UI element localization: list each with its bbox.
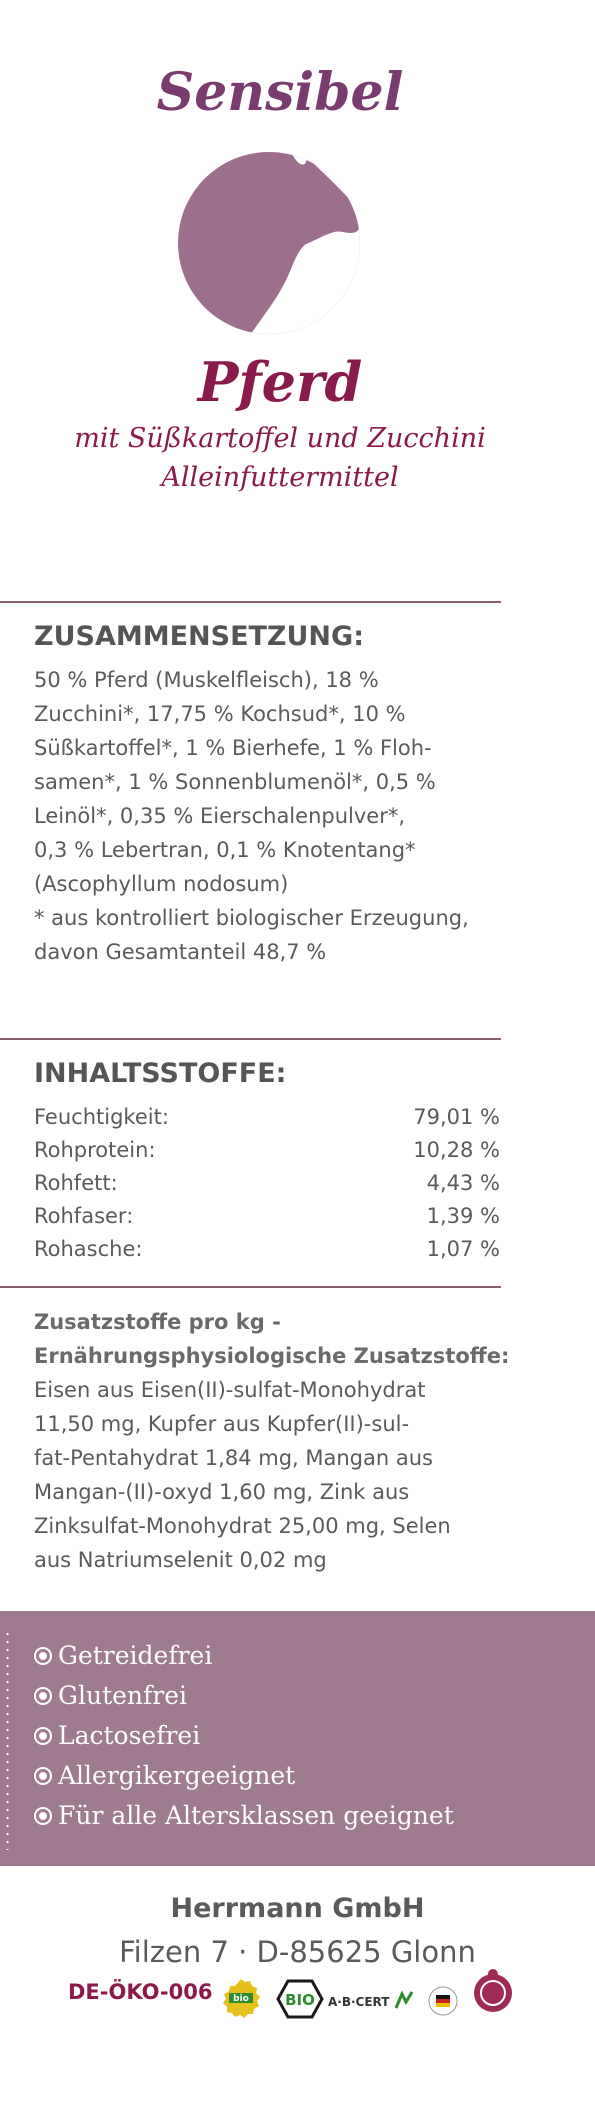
table-row [34,1134,500,1167]
radio-bullet-icon [34,1647,52,1665]
additives-title: Zusatzstoffe pro kg - [34,1310,281,1334]
eco-code: DE-ÖKO-006 [68,1980,213,2004]
product-subtitle: mit Süßkartoffel und Zucchini [74,423,486,454]
product-title: Pferd [197,350,363,414]
divider [0,1038,501,1040]
radio-bullet-icon [34,1727,52,1745]
feature-label: Lactosefrei [58,1721,201,1750]
nutrient-label: Rohfaser: [34,1204,134,1228]
feature-item [34,1761,295,1790]
composition-line: Zucchini*, 17,75 % Kochsud*, 10 % [34,702,406,726]
divider [0,601,501,603]
company-name: Herrmann GmbH [170,1893,425,1924]
additives-line: Zinksulfat-Monohydrat 25,00 mg, Selen [34,1514,451,1538]
nutrient-value: 79,01 % [413,1105,500,1129]
nutrient-label: Rohfett: [34,1171,118,1195]
nutrient-label: Rohprotein: [34,1138,156,1162]
contents-heading: INHALTSSTOFFE: [34,1058,287,1089]
feature-item [34,1721,200,1750]
additives-line: Mangan-(II)-oxyd 1,60 mg, Zink aus [34,1480,410,1504]
additives-line: aus Natriumselenit 0,02 mg [34,1548,327,1572]
dotted-edge [6,1630,9,1850]
nutrient-label: Feuchtigkeit: [34,1105,169,1129]
feature-label: Getreidefrei [58,1641,213,1670]
bio-seal-icon [220,1978,262,2020]
additives-line: Eisen aus Eisen(II)-sulfat-Monohydrat [34,1378,426,1402]
feature-label: Allergikergeeignet [58,1761,296,1790]
additives-block [34,1305,524,1577]
feature-item [34,1801,454,1830]
additives-line: fat-Pentahydrat 1,84 mg, Mangan aus [34,1446,433,1470]
brand-name: Sensibel [156,62,404,123]
radio-bullet-icon [34,1687,52,1705]
bio-hex-icon [276,1979,324,2019]
radio-bullet-icon [34,1807,52,1825]
composition-line: samen*, 1 % Sonnenblumenöl*, 0,5 % [34,770,436,794]
composition-line: Leinöl*, 0,35 % Eierschalenpulver*, [34,804,406,828]
table-row [34,1200,500,1233]
composition-heading: ZUSAMMENSETZUNG: [34,621,364,652]
company-address: Filzen 7 · D-85625 Glonn [119,1935,476,1969]
composition-line: 0,3 % Lebertran, 0,1 % Knotentang* [34,838,416,862]
composition-line: Süßkartoffel*, 1 % Bierhefe, 1 % Floh- [34,736,432,760]
product-type: Alleinfuttermittel [161,462,399,493]
quality-seal-icon [473,1968,513,2014]
table-row [34,1101,500,1134]
table-row [34,1167,500,1200]
composition-line: * aus kontrolliert biologischer Erzeugung, [34,906,469,930]
nutrient-value: 1,39 % [426,1204,500,1228]
composition-text [34,663,524,969]
feature-item [34,1641,212,1670]
additives-subtitle: Ernährungsphysiologische Zusatzstoffe: [34,1344,510,1368]
table-row [34,1233,500,1266]
nutrient-value: 1,07 % [426,1237,500,1261]
additives-line: 11,50 mg, Kupfer aus Kupfer(II)-sul- [34,1412,410,1436]
composition-line: 50 % Pferd (Muskelfleisch), 18 % [34,668,379,692]
composition-line: davon Gesamtanteil 48,7 % [34,940,327,964]
divider [0,1286,501,1288]
nutrient-value: 4,43 % [426,1171,500,1195]
abcert-icon [328,1988,414,2014]
radio-bullet-icon [34,1767,52,1785]
quality-seal-icon [428,1986,458,2016]
nutrient-label: Rohasche: [34,1237,143,1261]
bio-hex-text: BIO [285,1991,315,2009]
horse-head-logo-icon [178,152,360,334]
feature-label: Für alle Altersklassen geeignet [58,1801,454,1830]
bio-seal-text: bio [233,1994,249,2004]
abcert-text: A·B·CERT [328,1995,390,2009]
feature-item [34,1681,187,1710]
composition-line: (Ascophyllum nodosum) [34,872,289,896]
feature-label: Glutenfrei [58,1681,188,1710]
nutrient-value: 10,28 % [413,1138,500,1162]
